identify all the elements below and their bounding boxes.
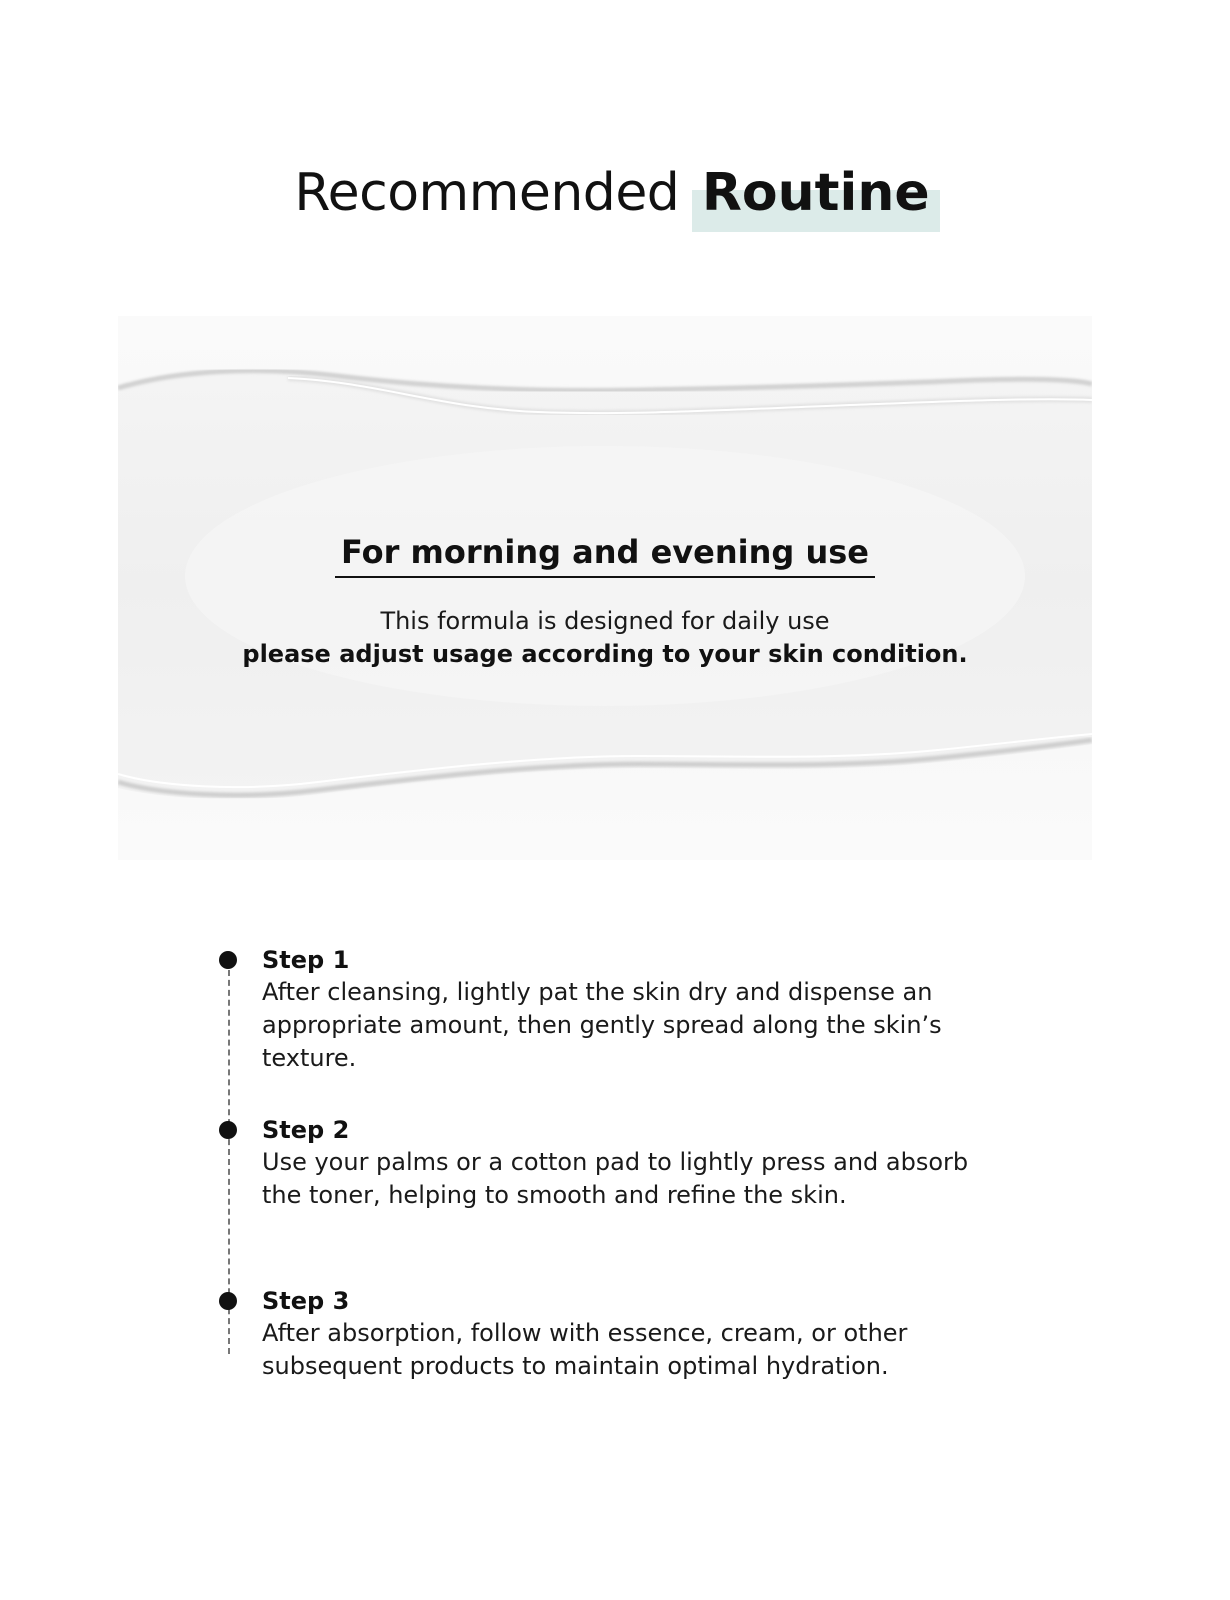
bullet-dot-icon bbox=[219, 1121, 237, 1139]
step-title: Step 3 bbox=[262, 1287, 350, 1315]
banner-emphasis: please adjust usage according to your skin condition. bbox=[242, 640, 968, 668]
page-title bbox=[0, 160, 1230, 226]
banner-heading bbox=[118, 530, 1092, 578]
banner-text-block bbox=[118, 316, 1092, 860]
gel-swatch-banner bbox=[118, 316, 1092, 860]
banner-heading-text: For morning and evening use bbox=[335, 530, 875, 578]
step-title: Step 2 bbox=[262, 1116, 350, 1144]
page-title-light: Recommended bbox=[294, 163, 680, 223]
page-title-highlighted: Routine bbox=[696, 160, 936, 226]
step-description: After cleansing, lightly pat the skin dry and dispense an appropriate amount, then gently spread along the skin’s texture. bbox=[262, 978, 942, 1072]
routine-steps bbox=[210, 940, 1010, 1420]
step-description: After absorption, follow with essence, cream, or other subsequent products to maintain optimal hydration. bbox=[262, 1319, 908, 1380]
banner-description: This formula is designed for daily use bbox=[380, 607, 830, 635]
bullet-dot-icon bbox=[219, 951, 237, 969]
bullet-dot-icon bbox=[219, 1292, 237, 1310]
step-description: Use your palms or a cotton pad to lightly press and absorb the toner, helping to smooth and refine the skin. bbox=[262, 1148, 969, 1209]
step-title: Step 1 bbox=[262, 946, 350, 974]
